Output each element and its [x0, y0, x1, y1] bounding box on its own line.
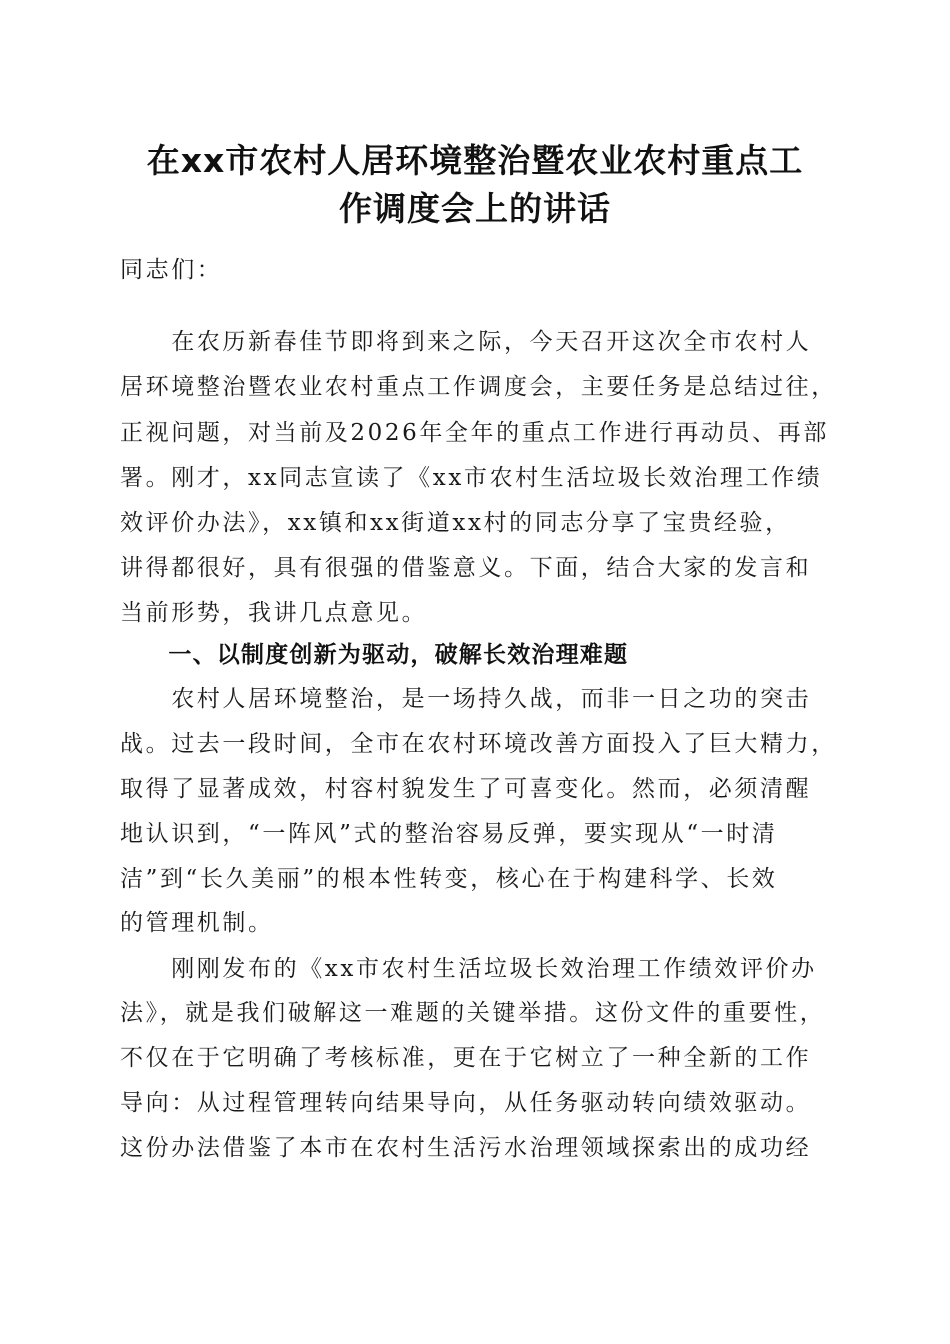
paragraph-line: 不仅在于它明确了考核标准，更在于它树立了一种全新的工作 — [120, 1045, 812, 1071]
paragraph-line: 法》，就是我们破解这一难题的关键举措。这份文件的重要性， — [120, 1000, 826, 1026]
intro-line: 正视问题，对当前及2026年全年的重点工作进行再动员、再部 — [120, 420, 829, 446]
document-title-line-1: 在xx市农村人居环境整治暨农业农村重点工 — [146, 141, 804, 180]
intro-line: 讲得都很好，具有很强的借鉴意义。下面，结合大家的发言和 — [120, 555, 812, 581]
intro-line: 署。刚才，xx同志宣读了《xx市农村生活垃圾长效治理工作绩 — [120, 465, 823, 491]
paragraph-line: 农村人居环境整治，是一场持久战，而非一日之功的突击 — [120, 686, 812, 712]
intro-line: 在农历新春佳节即将到来之际，今天召开这次全市农村人 — [120, 329, 812, 355]
intro-line: 效评价办法》，xx镇和xx街道xx村的同志分享了宝贵经验， — [120, 510, 791, 536]
paragraph-line: 这份办法借鉴了本市在农村生活污水治理领域探索出的成功经 — [120, 1135, 812, 1161]
paragraph-line: 洁”到“长久美丽”的根本性转变，核心在于构建科学、长效 — [120, 866, 778, 892]
paragraph-line: 战。过去一段时间，全市在农村环境改善方面投入了巨大精力， — [120, 731, 837, 757]
document-title-line-2: 作调度会上的讲话 — [339, 189, 611, 228]
intro-line: 当前形势，我讲几点意见。 — [120, 600, 428, 626]
paragraph-line: 导向：从过程管理转向结果导向，从任务驱动转向绩效驱动。 — [120, 1090, 812, 1116]
section-1-heading: 一、以制度创新为驱动，破解长效治理难题 — [120, 642, 629, 668]
paragraph-line: 的管理机制。 — [120, 910, 274, 936]
salutation: 同志们： — [120, 257, 223, 283]
paragraph-line: 取得了显著成效，村容村貌发生了可喜变化。然而，必须清醒 — [120, 776, 812, 802]
paragraph-line: 地认识到，“一阵风”式的整治容易反弹，要实现从“一时清 — [120, 821, 778, 847]
intro-line: 居环境整治暨农业农村重点工作调度会，主要任务是总结过往， — [120, 374, 837, 400]
paragraph-line: 刚刚发布的《xx市农村生活垃圾长效治理工作绩效评价办 — [120, 956, 817, 982]
